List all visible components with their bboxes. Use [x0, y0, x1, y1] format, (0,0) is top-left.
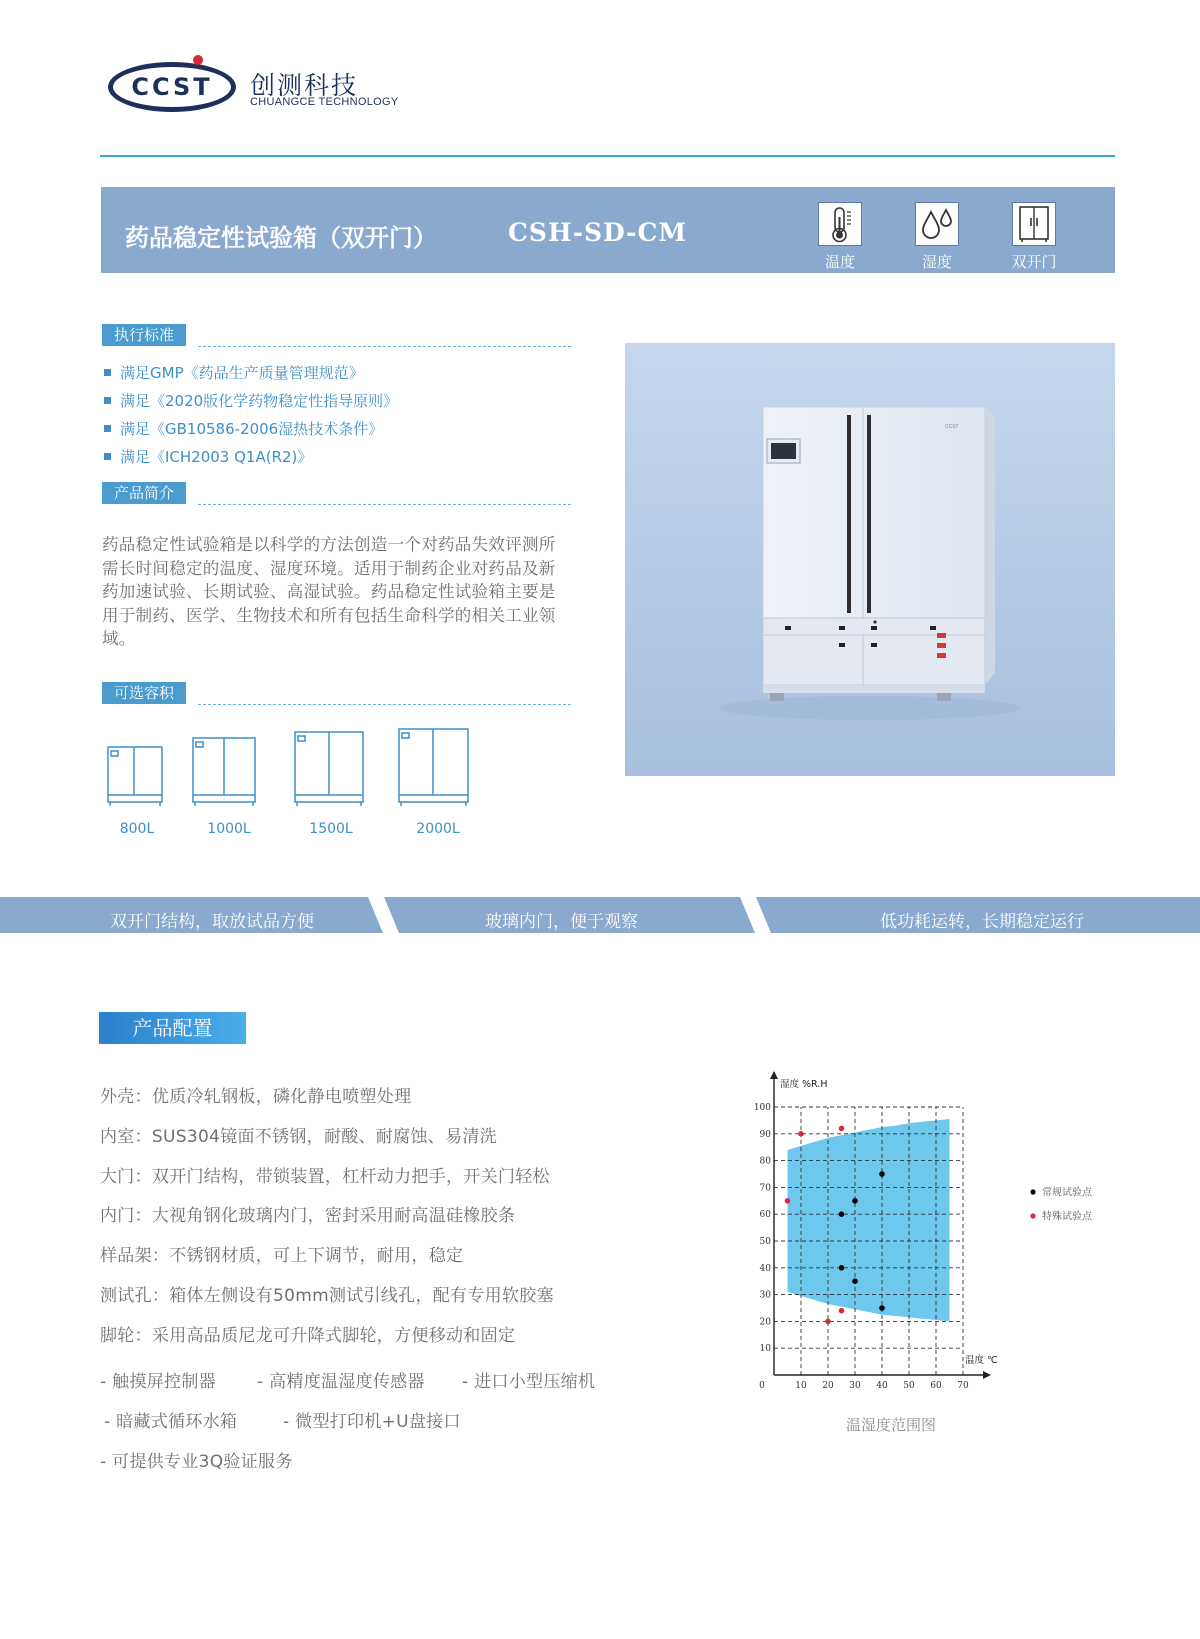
- data-point: [785, 1198, 791, 1204]
- legend-label: 特殊试验点: [1042, 1211, 1092, 1223]
- capacity-label: 1500L: [309, 821, 353, 837]
- feature-label-double-door: 双开门: [1011, 253, 1057, 271]
- product-model: CSH-SD-CM: [508, 218, 688, 247]
- data-point: [852, 1278, 858, 1284]
- x-tick-label: 60: [930, 1381, 942, 1391]
- data-point: [839, 1126, 845, 1132]
- bullet-icon: [104, 397, 111, 404]
- x-tick-label: 0: [759, 1381, 765, 1391]
- bullet-icon: [104, 425, 111, 432]
- thermometer-icon: [816, 200, 864, 248]
- option-item: - 可提供专业3Q验证服务: [100, 1452, 293, 1472]
- y-tick-label: 50: [759, 1237, 771, 1247]
- data-point: [839, 1211, 845, 1217]
- legend-label: 常规试验点: [1042, 1187, 1092, 1199]
- strip-feature-1: 双开门结构，取放试品方便: [110, 912, 314, 932]
- legend-marker: [1030, 1213, 1035, 1218]
- option-item: - 触摸屏控制器: [100, 1372, 216, 1392]
- brand-logo-text: CCST: [131, 73, 213, 101]
- config-line: 样品架：不锈钢材质，可上下调节，耐用，稳定: [100, 1246, 464, 1266]
- capacity-label: 1000L: [207, 821, 251, 837]
- x-tick-label: 70: [957, 1381, 969, 1391]
- x-tick-label: 30: [849, 1381, 861, 1391]
- brand-logo: [108, 62, 236, 112]
- cabinet-1000l-icon: [193, 738, 255, 806]
- water-drops-icon: [913, 200, 961, 248]
- y-axis-arrow-icon: [770, 1071, 778, 1079]
- chart-caption: 温湿度范围图: [846, 1416, 937, 1434]
- cabinet-800l-icon: [108, 747, 162, 806]
- standard-item: 满足GMP《药品生产质量管理规范》: [104, 362, 364, 383]
- data-point: [798, 1131, 804, 1137]
- section-tag-capacity: 可选容积: [102, 682, 186, 704]
- option-item: - 高精度温湿度传感器: [257, 1372, 425, 1392]
- data-point: [839, 1308, 845, 1314]
- config-line: 内门：大视角钢化玻璃内门，密封采用耐高温硅橡胶条: [100, 1206, 516, 1226]
- x-tick-label: 40: [876, 1381, 888, 1391]
- standard-item: 满足《GB10586-2006湿热技术条件》: [104, 418, 383, 439]
- y-tick-label: 40: [759, 1263, 771, 1274]
- y-tick-label: 10: [759, 1344, 771, 1355]
- feature-label-humidity: 湿度: [921, 253, 952, 271]
- y-tick-label: 70: [759, 1183, 771, 1194]
- cabinet-1500l-icon: [295, 732, 363, 806]
- section-divider: [198, 504, 571, 505]
- config-line: 测试孔：箱体左侧设有50mm测试引线孔，配有专用软胶塞: [100, 1286, 554, 1306]
- strip-feature-2: 玻璃内门，便于观察: [485, 912, 638, 932]
- standard-item: 满足《ICH2003 Q1A(R2)》: [104, 446, 312, 467]
- option-item: - 进口小型压缩机: [462, 1372, 596, 1392]
- section-divider: [198, 346, 571, 347]
- y-tick-label: 30: [759, 1290, 771, 1301]
- header-divider: [100, 155, 1115, 157]
- config-line: 内室：SUS304镜面不锈钢，耐酸、耐腐蚀、易清洗: [100, 1127, 497, 1147]
- feature-label-temperature: 温度: [824, 253, 855, 271]
- standard-item: 满足《2020版化学药物稳定性指导原则》: [104, 390, 398, 411]
- data-point: [879, 1305, 885, 1311]
- data-point: [825, 1319, 831, 1325]
- y-tick-label: 90: [759, 1129, 771, 1140]
- option-item: - 微型打印机+U盘接口: [283, 1412, 461, 1432]
- section-tag-config: 产品配置: [99, 1012, 246, 1044]
- capacity-label: 2000L: [416, 821, 460, 837]
- data-point: [852, 1198, 858, 1204]
- section-divider: [198, 704, 571, 705]
- x-tick-label: 10: [795, 1381, 807, 1391]
- y-axis-label: 湿度 %R.H: [780, 1079, 828, 1090]
- section-tag-intro: 产品简介: [102, 482, 186, 504]
- operating-range-area: [788, 1119, 950, 1321]
- product-photo: [625, 343, 1115, 776]
- capacity-label: 800L: [119, 821, 155, 837]
- y-tick-label: 20: [759, 1317, 771, 1328]
- brand-name-en: CHUANGCE TECHNOLOGY: [250, 96, 399, 108]
- y-tick-label: 60: [759, 1210, 771, 1221]
- temp-humidity-chart: [753, 1055, 1140, 1391]
- bullet-icon: [104, 453, 111, 460]
- strip-feature-3: 低功耗运转，长期稳定运行: [880, 912, 1084, 932]
- config-line: 大门：双开门结构，带锁装置，杠杆动力把手，开关门轻松: [100, 1167, 550, 1187]
- data-point: [839, 1265, 845, 1271]
- x-tick-label: 20: [822, 1381, 834, 1391]
- x-axis-label: 温度 ℃: [965, 1355, 998, 1366]
- legend-marker: [1030, 1189, 1035, 1194]
- config-line: 外壳：优质冷轧钢板，磷化静电喷塑处理: [100, 1087, 412, 1107]
- svg-text:CCST: CCST: [945, 424, 959, 430]
- double-door-icon: [1010, 200, 1058, 248]
- option-item: - 暗藏式循环水箱: [104, 1412, 238, 1432]
- section-tag-standards: 执行标准: [102, 324, 186, 346]
- y-tick-label: 80: [759, 1156, 771, 1167]
- x-axis-arrow-icon: [983, 1371, 991, 1379]
- data-point: [879, 1171, 885, 1177]
- y-tick-label: 100: [753, 1103, 771, 1113]
- intro-paragraph: 药品稳定性试验箱是以科学的方法创造一个对药品失效评测所需长时间稳定的温度、湿度环境。适用于制药企业对药品及新药加速试验、长期试验、高湿试验。药品稳定性试验箱主要是用于制药、医学、生物技术和所有包括生命科学的相关工业领域。: [102, 535, 556, 648]
- config-line: 脚轮：采用高品质尼龙可升降式脚轮，方便移动和固定: [100, 1326, 516, 1346]
- product-title: 药品稳定性试验箱（双开门）: [125, 224, 437, 252]
- capacity-cabinet-icons: [100, 722, 480, 814]
- bullet-icon: [104, 369, 111, 376]
- logo-red-dot: [193, 55, 203, 65]
- cabinet-2000l-icon: [399, 729, 468, 806]
- x-tick-label: 50: [903, 1381, 915, 1391]
- brand-name-cn: 创测科技: [250, 71, 359, 100]
